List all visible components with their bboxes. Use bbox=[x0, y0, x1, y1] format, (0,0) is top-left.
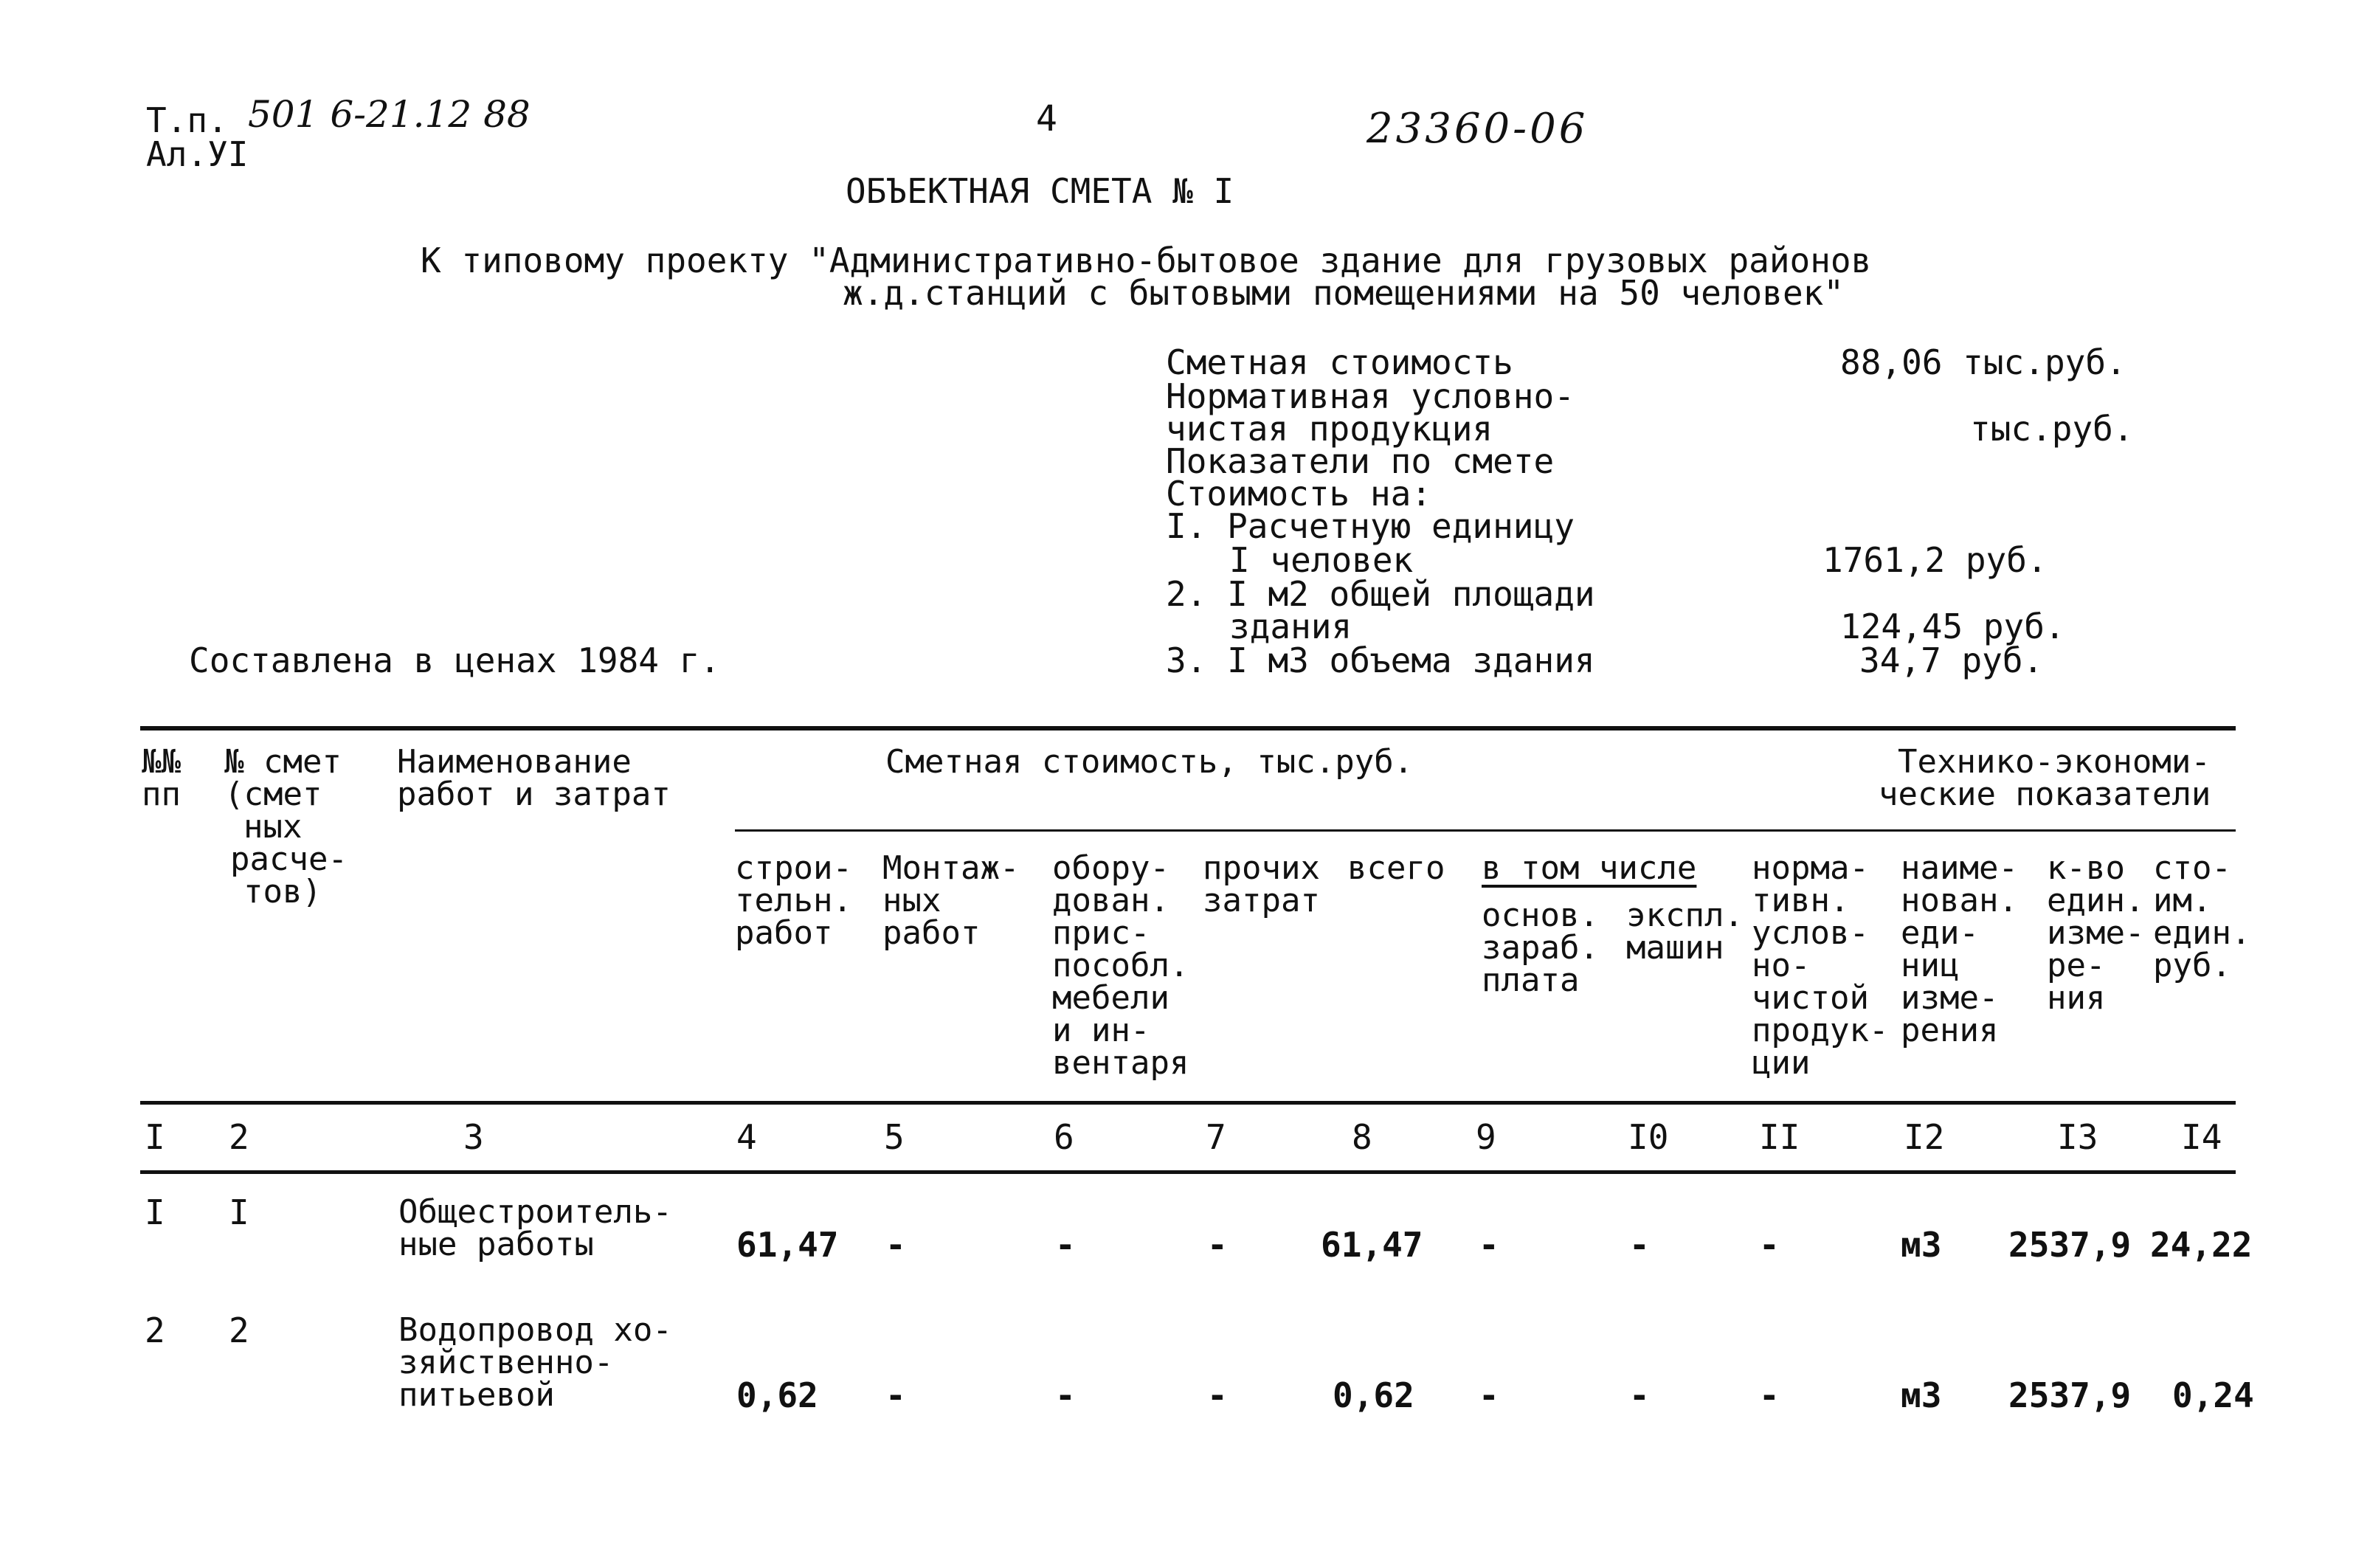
header-col-12-l3: еди- bbox=[1901, 914, 1979, 952]
header-col-10-l2: машин bbox=[1626, 929, 1724, 967]
column-number: I2 bbox=[1904, 1117, 1945, 1157]
header-bottom-rule bbox=[140, 1101, 2236, 1105]
row-name-l1: Водопровод хо- bbox=[398, 1311, 672, 1349]
header-col-13-l4: ре- bbox=[2047, 947, 2106, 984]
header-col-7-l2: затрат bbox=[1203, 882, 1320, 919]
header-col-6-l2: дован. bbox=[1052, 882, 1169, 919]
header-col-2-l2: (смет bbox=[224, 776, 322, 813]
row-normative: - bbox=[1759, 1225, 1780, 1265]
row-wages: - bbox=[1479, 1225, 1499, 1265]
header-col-4-l1: строи- bbox=[735, 849, 852, 887]
header-col-12-l4: ниц bbox=[1901, 947, 1960, 984]
header-col-6-l6: и ин- bbox=[1052, 1012, 1150, 1049]
column-number: I3 bbox=[2057, 1117, 2098, 1157]
normative-label-2: чистая продукция bbox=[1166, 409, 1493, 449]
row-other-cost: - bbox=[1207, 1225, 1228, 1265]
header-col-2-l1: № смет bbox=[224, 743, 342, 781]
row-name-l2: ные работы bbox=[398, 1226, 594, 1263]
row-total-cost: 0,62 bbox=[1333, 1375, 1414, 1415]
item3-value: 34,7 руб. bbox=[1859, 640, 2044, 680]
header-col-13-l2: един. bbox=[2047, 882, 2145, 919]
header-col-9-l1: основ. bbox=[1482, 897, 1599, 934]
header-col-11-l6: продук- bbox=[1752, 1012, 1889, 1049]
column-number: 2 bbox=[229, 1117, 249, 1157]
row-quantity: 2537,9 bbox=[2008, 1375, 2132, 1415]
normative-label-1: Нормативная условно- bbox=[1166, 376, 1575, 416]
header-col-1-l1: №№ bbox=[142, 743, 181, 781]
header-col-6-l3: прис- bbox=[1052, 914, 1150, 952]
header-col-3-l1: Наименование bbox=[397, 743, 632, 781]
row-equipment-cost: - bbox=[1055, 1375, 1076, 1415]
header-col-11-l3: услов- bbox=[1752, 914, 1869, 952]
row-smeta-number: I bbox=[229, 1192, 249, 1232]
prices-note: Составлена в ценах 1984 г. bbox=[189, 640, 721, 680]
column-number: 4 bbox=[736, 1117, 757, 1157]
item1-label-2: I человек bbox=[1229, 540, 1414, 580]
column-number: 6 bbox=[1054, 1117, 1074, 1157]
row-unit: м3 bbox=[1901, 1225, 1942, 1265]
row-installation-cost: - bbox=[885, 1375, 906, 1415]
column-number: 5 bbox=[884, 1117, 905, 1157]
header-col-9-l2: зараб. bbox=[1482, 929, 1599, 967]
row-wages: - bbox=[1479, 1375, 1499, 1415]
header-col-14-l2: им. bbox=[2153, 882, 2212, 919]
column-number: I4 bbox=[2181, 1117, 2222, 1157]
row-name-l2: зяйственно- bbox=[398, 1344, 614, 1381]
table-top-rule bbox=[140, 726, 2236, 731]
header-col-14-l1: сто- bbox=[2153, 849, 2231, 887]
item2-label-1: 2. I м2 общей площади bbox=[1166, 574, 1595, 614]
cost-group-rule bbox=[735, 829, 2236, 832]
header-col-4-l2: тельн. bbox=[735, 882, 852, 919]
header-col-8: всего bbox=[1347, 849, 1445, 887]
project-prefix: Т.п. bbox=[146, 100, 228, 140]
row-equipment-cost: - bbox=[1055, 1225, 1076, 1265]
cost-label: Сметная стоимость bbox=[1166, 342, 1513, 382]
header-col-11-l5: чистой bbox=[1752, 979, 1869, 1017]
header-col-3-l2: работ и затрат bbox=[397, 776, 671, 813]
document-code: 23360-06 bbox=[1366, 105, 1589, 153]
item1-label-1: I. Расчетную единицу bbox=[1166, 506, 1575, 546]
row-number: 2 bbox=[145, 1310, 165, 1350]
header-col-12-l2: нован. bbox=[1901, 882, 2018, 919]
normative-value: тыс.руб. bbox=[1970, 409, 2134, 449]
header-col-4-l3: работ bbox=[735, 914, 833, 952]
header-col-11-l4: но- bbox=[1752, 947, 1811, 984]
subtitle-line-1: К типовому проекту "Административно-бытовое здание для грузовых районов bbox=[421, 241, 1872, 280]
page-title: ОБЪЕКТНАЯ СМЕТА № I bbox=[846, 171, 1234, 211]
header-col-7-l1: прочих bbox=[1203, 849, 1320, 887]
row-unit-cost: 0,24 bbox=[2172, 1375, 2254, 1415]
header-col-6-l5: мебели bbox=[1052, 979, 1169, 1017]
header-col-2-l3: ных bbox=[243, 808, 303, 846]
album-label: Ал.УI bbox=[146, 134, 249, 174]
row-construction-cost: 61,47 bbox=[736, 1225, 839, 1265]
header-col-13-l1: к-во bbox=[2047, 849, 2125, 887]
row-construction-cost: 0,62 bbox=[736, 1375, 818, 1415]
column-number: 8 bbox=[1352, 1117, 1372, 1157]
column-number: I0 bbox=[1628, 1117, 1669, 1157]
column-number: I bbox=[145, 1117, 165, 1157]
item1-value: 1761,2 руб. bbox=[1822, 540, 2048, 580]
cost-per-label: Стоимость на: bbox=[1166, 474, 1432, 514]
column-number: 7 bbox=[1206, 1117, 1226, 1157]
header-col-10-l1: экспл. bbox=[1626, 897, 1744, 934]
header-col-6-l7: вентаря bbox=[1052, 1044, 1189, 1082]
column-number: II bbox=[1759, 1117, 1800, 1157]
row-smeta-number: 2 bbox=[229, 1310, 249, 1350]
header-col-5-l3: работ bbox=[882, 914, 981, 952]
row-installation-cost: - bbox=[885, 1225, 906, 1265]
row-total-cost: 61,47 bbox=[1321, 1225, 1423, 1265]
indicators-label: Показатели по смете bbox=[1166, 441, 1555, 481]
item2-label-2: здания bbox=[1229, 607, 1352, 646]
page-number: 4 bbox=[1036, 98, 1057, 139]
header-col-12-l6: рения bbox=[1901, 1012, 1999, 1049]
cost-value: 88,06 тыс.руб. bbox=[1840, 342, 2126, 382]
row-unit-cost: 24,22 bbox=[2150, 1225, 2253, 1265]
row-quantity: 2537,9 bbox=[2008, 1225, 2132, 1265]
column-number: 9 bbox=[1476, 1117, 1496, 1157]
item2-value: 124,45 руб. bbox=[1840, 607, 2065, 646]
header-col-11-l2: тивн. bbox=[1752, 882, 1850, 919]
header-col-13-l3: изме- bbox=[2047, 914, 2145, 952]
row-unit: м3 bbox=[1901, 1375, 1942, 1415]
row-machines: - bbox=[1629, 1375, 1650, 1415]
header-col-12-l1: наиме- bbox=[1901, 849, 2018, 887]
header-col-6-l4: пособл. bbox=[1052, 947, 1189, 984]
row-normative: - bbox=[1759, 1375, 1780, 1415]
item3-label: 3. I м3 объема здания bbox=[1166, 640, 1595, 680]
header-tech-group-l2: ческие показатели bbox=[1879, 776, 2211, 813]
header-col-14-l3: един. bbox=[2153, 914, 2251, 952]
row-machines: - bbox=[1629, 1225, 1650, 1265]
header-col-11-l7: ции bbox=[1752, 1044, 1811, 1082]
row-name-l1: Общестроитель- bbox=[398, 1193, 672, 1231]
row-other-cost: - bbox=[1207, 1375, 1228, 1415]
header-cost-group: Сметная стоимость, тыс.руб. bbox=[885, 743, 1414, 781]
header-col-9-l3: плата bbox=[1482, 961, 1580, 999]
project-number: 501 6-21.12 88 bbox=[248, 93, 531, 136]
header-col-5-l1: Монтаж- bbox=[882, 849, 1020, 887]
header-col-2-l4: расче- bbox=[230, 840, 348, 878]
header-col-6-l1: обору- bbox=[1052, 849, 1169, 887]
subtitle-line-2: ж.д.станций с бытовыми помещениями на 50 человек" bbox=[843, 273, 1845, 313]
header-col-1-l2: пп bbox=[142, 776, 181, 813]
header-col-12-l5: изме- bbox=[1901, 979, 1999, 1017]
column-number-rule bbox=[140, 1170, 2236, 1174]
row-name-l3: питьевой bbox=[398, 1376, 555, 1414]
column-number: 3 bbox=[463, 1117, 484, 1157]
row-number: I bbox=[145, 1192, 165, 1232]
header-tech-group-l1: Технико-экономи- bbox=[1898, 743, 2211, 781]
header-col-5-l2: ных bbox=[882, 882, 941, 919]
header-including: в том числе bbox=[1482, 849, 1697, 887]
header-col-11-l1: норма- bbox=[1752, 849, 1869, 887]
header-col-13-l5: ния bbox=[2047, 979, 2106, 1017]
header-col-14-l4: руб. bbox=[2153, 947, 2231, 984]
header-col-2-l5: тов) bbox=[243, 873, 322, 911]
